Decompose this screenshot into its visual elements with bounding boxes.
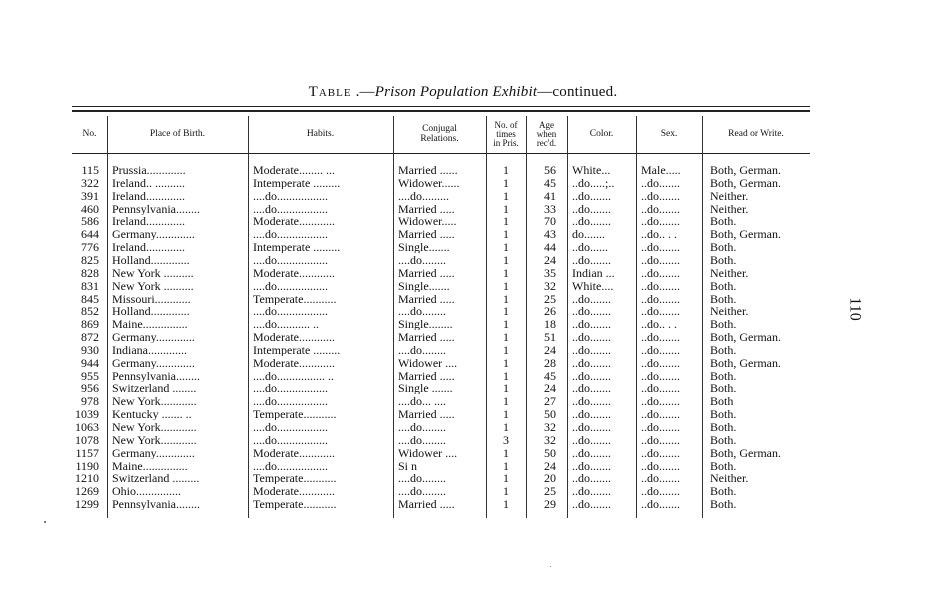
cell-birth: Ireland............. [112, 215, 185, 228]
cell-no: 956 [81, 382, 99, 395]
cell-color: ..do....... [572, 369, 611, 382]
cell-times: 1 [503, 446, 509, 459]
cell-age: 35 [544, 266, 556, 279]
header-times-line3: in Pris. [493, 138, 519, 148]
cell-birth: New York............ [112, 395, 197, 408]
cell-color: ..do....... [572, 382, 611, 395]
cell-color: White.... [572, 279, 614, 292]
cell-read: Neither. [710, 189, 749, 202]
cell-habits: ....do................. [253, 305, 328, 318]
cell-birth: Germany............. [112, 228, 195, 241]
cell-habits: Intemperate ......... [253, 241, 341, 254]
cell-conjugal: ....do........ [398, 305, 446, 318]
cell-no: 1190 [75, 459, 99, 472]
cell-birth: Ireland.. .......... [112, 176, 185, 189]
cell-birth: Pennsylvania........ [112, 202, 200, 215]
cell-no: 391 [81, 189, 99, 202]
cell-sex: ..do....... [641, 343, 680, 356]
cell-no: 825 [81, 253, 99, 266]
cell-no: 460 [81, 202, 99, 215]
cell-age: 32 [544, 421, 556, 433]
cell-age: 29 [544, 498, 556, 511]
cell-read: Both. [710, 369, 737, 382]
cell-color: ..do....... [572, 485, 611, 498]
cell-read: Both. [710, 408, 737, 421]
cell-no: 831 [81, 279, 99, 292]
cell-times: 1 [503, 331, 509, 344]
cell-color: ..do....... [572, 356, 611, 369]
cell-times: 1 [503, 421, 509, 433]
cell-no: 776 [81, 241, 99, 254]
cell-birth: Ohio............... [112, 485, 181, 498]
cell-color: ..do....... [572, 408, 611, 421]
cell-conjugal: Married ..... [398, 266, 455, 279]
cell-times: 1 [503, 318, 509, 331]
cell-read: Both. [710, 343, 737, 356]
cell-habits: Moderate............ [253, 331, 335, 344]
title-suffix: —continued. [537, 84, 618, 100]
cell-age: 45 [544, 176, 556, 189]
cell-sex: ..do....... [641, 253, 680, 266]
cell-habits: ....do................. [253, 189, 328, 202]
cell-no: 1299 [75, 498, 99, 511]
cell-no: 586 [81, 215, 99, 228]
cell-times: 1 [503, 164, 509, 176]
cell-no: 930 [81, 343, 99, 356]
cell-birth: Holland............. [112, 305, 190, 318]
cell-sex: ..do....... [641, 202, 680, 215]
cell-color: ..do....... [572, 343, 611, 356]
cell-conjugal: ....do........ [398, 421, 446, 433]
cell-conjugal: Single....... [398, 241, 450, 254]
cell-sex: ..do....... [641, 446, 680, 459]
cell-sex: ..do....... [641, 485, 680, 498]
cell-habits: Moderate............ [253, 266, 335, 279]
cell-times: 1 [503, 498, 509, 511]
cell-habits: ....do................ .. [253, 369, 334, 382]
header-color [567, 116, 636, 153]
header-age-label [537, 121, 557, 148]
cell-no: 869 [81, 318, 99, 331]
cell-age: 20 [544, 472, 556, 485]
cell-times: 1 [503, 253, 509, 266]
cell-birth: Pennsylvania........ [112, 498, 200, 511]
header-birth [107, 116, 248, 153]
cell-read: Both, German. [710, 164, 781, 176]
cell-conjugal: Married ...... [398, 164, 458, 176]
cell-age: 32 [544, 279, 556, 292]
cell-sex: ..do....... [641, 459, 680, 472]
cell-conjugal: ....do........ [398, 472, 446, 485]
table-title [0, 84, 926, 101]
cell-conjugal: Married ..... [398, 498, 455, 511]
header-read [702, 116, 810, 153]
header-read-label: Read or Write. [728, 128, 784, 139]
cell-no: 1039 [75, 408, 99, 421]
cell-birth: Ireland............. [112, 189, 185, 202]
cell-no: 322 [81, 176, 99, 189]
cell-age: 25 [544, 485, 556, 498]
header-conjugal-line1: Conjugal [422, 124, 457, 134]
cell-habits: ....do................. [253, 433, 328, 446]
cell-sex: ..do....... [641, 279, 680, 292]
cell-conjugal: Widower .... [398, 446, 458, 459]
cell-age: 70 [544, 215, 556, 228]
cell-birth: Germany............. [112, 356, 195, 369]
cell-habits: ....do................. [253, 421, 328, 433]
cell-age: 28 [544, 356, 556, 369]
cell-times: 1 [503, 266, 509, 279]
header-conjugal-line2: Relations. [420, 133, 459, 144]
cell-age: 32 [544, 433, 556, 446]
cell-sex: ..do....... [641, 292, 680, 305]
cell-conjugal: Married ..... [398, 369, 455, 382]
header-times-label [493, 121, 519, 148]
cell-no: 1157 [75, 446, 99, 459]
cell-read: Both. [710, 459, 737, 472]
cell-conjugal: Married ..... [398, 292, 455, 305]
cell-times: 1 [503, 279, 509, 292]
cell-conjugal: Married ..... [398, 331, 455, 344]
cell-color: ..do....... [572, 202, 611, 215]
cell-habits: ....do................. [253, 279, 328, 292]
cell-conjugal: Si n [398, 459, 418, 472]
cell-birth: Maine............... [112, 459, 188, 472]
cell-color: ..do....... [572, 189, 611, 202]
header-age [526, 116, 567, 153]
cell-birth: Prussia............. [112, 164, 186, 176]
cell-sex: ..do....... [641, 241, 680, 254]
cell-read: Neither. [710, 305, 749, 318]
cell-sex: ..do....... [641, 266, 680, 279]
cell-birth: New York............ [112, 421, 197, 433]
cell-read: Neither. [710, 472, 749, 485]
cell-conjugal: Single....... [398, 279, 450, 292]
cell-no: 1210 [75, 472, 99, 485]
cell-habits: Intemperate ......... [253, 343, 341, 356]
cell-no: 872 [81, 331, 99, 344]
scan-speck [44, 521, 46, 523]
cell-sex: ..do....... [641, 305, 680, 318]
cell-color: ..do....... [572, 305, 611, 318]
cell-color: ..do....... [572, 472, 611, 485]
title-dash: .— [355, 84, 375, 100]
top-rule-thin [72, 106, 810, 107]
column-divider [636, 116, 637, 518]
cell-times: 1 [503, 369, 509, 382]
cell-color: ..do....... [572, 215, 611, 228]
cell-times: 1 [503, 395, 509, 408]
cell-age: 56 [544, 164, 556, 176]
cell-sex: ..do....... [641, 176, 680, 189]
cell-sex: ..do....... [641, 421, 680, 433]
column-divider [393, 116, 394, 518]
cell-times: 1 [503, 356, 509, 369]
cell-habits: Moderate............ [253, 215, 335, 228]
cell-conjugal: ....do........ [398, 485, 446, 498]
cell-read: Both. [710, 433, 737, 446]
title-prefix: Table [308, 84, 352, 100]
header-times-line1: No. of [494, 120, 518, 130]
cell-color: ..do.....;.. [572, 176, 615, 189]
cell-conjugal: ....do......... [398, 189, 449, 202]
top-rule-thick [72, 110, 810, 112]
cell-color: ..do....... [572, 446, 611, 459]
cell-read: Neither. [710, 202, 749, 215]
scan-speck [550, 566, 551, 567]
cell-no: 1078 [75, 433, 99, 446]
cell-sex: Male..... [641, 164, 681, 176]
cell-birth: Ireland............. [112, 241, 185, 254]
cell-sex: ..do....... [641, 189, 680, 202]
cell-birth: Switzerland ......... [112, 472, 200, 485]
cell-birth: Pennsylvania........ [112, 369, 200, 382]
cell-sex: ..do....... [641, 356, 680, 369]
cell-age: 24 [544, 382, 556, 395]
column-divider [248, 116, 249, 518]
cell-times: 1 [503, 241, 509, 254]
header-times [486, 116, 526, 153]
cell-times: 1 [503, 305, 509, 318]
cell-conjugal: Married ..... [398, 202, 455, 215]
cell-color: do....... [572, 228, 605, 241]
header-age-line2: when [536, 129, 557, 139]
cell-color: ..do...... [572, 241, 608, 254]
cell-no: 944 [81, 356, 99, 369]
cell-read: Both, German. [710, 446, 781, 459]
cell-birth: Holland............. [112, 253, 190, 266]
cell-birth: Maine............... [112, 318, 188, 331]
cell-sex: ..do....... [641, 498, 680, 511]
cell-age: 24 [544, 343, 556, 356]
cell-conjugal: Widower...... [398, 176, 460, 189]
cell-birth: New York............ [112, 433, 197, 446]
cell-read: Both. [710, 215, 737, 228]
cell-color: ..do....... [572, 433, 611, 446]
cell-read: Both. [710, 241, 737, 254]
cell-conjugal: ....do........ [398, 253, 446, 266]
cell-read: Both, German. [710, 228, 781, 241]
header-conjugal-label [420, 125, 458, 144]
cell-birth: Germany............. [112, 446, 195, 459]
cell-no: 115 [81, 164, 99, 176]
cell-age: 26 [544, 305, 556, 318]
cell-habits: Intemperate ......... [253, 176, 341, 189]
cell-no: 852 [81, 305, 99, 318]
cell-read: Both, German. [710, 356, 781, 369]
cell-age: 50 [544, 446, 556, 459]
cell-color: White... [572, 164, 611, 176]
header-age-line3: rec'd. [536, 138, 557, 148]
cell-conjugal: Married ..... [398, 408, 455, 421]
cell-age: 51 [544, 331, 556, 344]
cell-conjugal: ....do........ [398, 433, 446, 446]
cell-read: Both. [710, 485, 737, 498]
cell-read: Both. [710, 292, 737, 305]
cell-conjugal: ....do... .... [398, 395, 446, 408]
header-conjugal [393, 116, 486, 153]
cell-age: 41 [544, 189, 556, 202]
header-no-label: No. [82, 128, 97, 139]
cell-habits: Moderate............ [253, 356, 335, 369]
cell-times: 1 [503, 189, 509, 202]
header-habits-label: Habits. [306, 128, 335, 139]
cell-habits: Moderate........ ... [253, 164, 335, 176]
cell-habits: ....do................. [253, 228, 328, 241]
column-divider [567, 116, 568, 518]
cell-read: Both. [710, 382, 737, 395]
cell-times: 1 [503, 215, 509, 228]
cell-times: 1 [503, 202, 509, 215]
cell-no: 828 [81, 266, 99, 279]
cell-age: 24 [544, 459, 556, 472]
cell-no: 845 [81, 292, 99, 305]
cell-sex: ..do....... [641, 408, 680, 421]
cell-conjugal: Widower .... [398, 356, 458, 369]
cell-read: Both [710, 395, 734, 408]
header-times-line2: times [496, 129, 516, 139]
cell-birth: Switzerland ........ [112, 382, 197, 395]
cell-read: Both. [710, 498, 737, 511]
cell-read: Both. [710, 253, 737, 266]
cell-age: 50 [544, 408, 556, 421]
cell-habits: ....do........... .. [253, 318, 319, 331]
cell-color: ..do....... [572, 253, 611, 266]
column-divider [107, 116, 108, 518]
cell-times: 3 [503, 433, 509, 446]
cell-color: ..do....... [572, 331, 611, 344]
cell-birth: Missouri............ [112, 292, 191, 305]
cell-times: 1 [503, 382, 509, 395]
cell-birth: New York .......... [112, 279, 194, 292]
cell-sex: ..do....... [641, 472, 680, 485]
cell-color: ..do....... [572, 395, 611, 408]
cell-times: 1 [503, 485, 509, 498]
cell-no: 955 [81, 369, 99, 382]
header-no [72, 116, 107, 153]
cell-habits: Temperate........... [253, 498, 337, 511]
cell-habits: ....do................. [253, 382, 328, 395]
cell-color: ..do....... [572, 421, 611, 433]
cell-read: Both. [710, 279, 737, 292]
cell-no: 1063 [75, 421, 99, 433]
cell-habits: ....do................. [253, 395, 328, 408]
cell-conjugal: Single ....... [398, 382, 453, 395]
cell-read: Both, German. [710, 331, 781, 344]
cell-color: ..do....... [572, 498, 611, 511]
cell-sex: ..do....... [641, 382, 680, 395]
cell-times: 1 [503, 292, 509, 305]
cell-age: 24 [544, 253, 556, 266]
cell-age: 43 [544, 228, 556, 241]
cell-age: 25 [544, 292, 556, 305]
cell-color: ..do....... [572, 459, 611, 472]
cell-read: Both. [710, 318, 737, 331]
cell-habits: ....do................. [253, 253, 328, 266]
cell-read: Neither. [710, 266, 749, 279]
cell-birth: Indiana............. [112, 343, 187, 356]
cell-conjugal: Single........ [398, 318, 453, 331]
cell-habits: Moderate............ [253, 485, 335, 498]
cell-times: 1 [503, 176, 509, 189]
cell-read: Both, German. [710, 176, 781, 189]
cell-birth: New York .......... [112, 266, 194, 279]
header-rule [72, 153, 810, 154]
header-birth-label: Place of Birth. [149, 128, 206, 139]
cell-age: 27 [544, 395, 556, 408]
cell-times: 1 [503, 343, 509, 356]
header-sex [636, 116, 702, 153]
cell-color: Indian ... [572, 266, 615, 279]
cell-sex: ..do....... [641, 369, 680, 382]
cell-read: Both. [710, 421, 737, 433]
cell-habits: ....do................. [253, 459, 328, 472]
cell-no: 1269 [75, 485, 99, 498]
cell-times: 1 [503, 459, 509, 472]
cell-age: 33 [544, 202, 556, 215]
cell-sex: ..do.. . . [641, 318, 677, 331]
cell-color: ..do....... [572, 292, 611, 305]
cell-sex: ..do....... [641, 395, 680, 408]
cell-age: 44 [544, 241, 556, 254]
cell-birth: Kentucky ....... .. [112, 408, 192, 421]
cell-conjugal: ....do........ [398, 343, 446, 356]
cell-color: ..do....... [572, 318, 611, 331]
cell-times: 1 [503, 408, 509, 421]
header-color-label: Color. [589, 128, 614, 139]
cell-birth: Germany............. [112, 331, 195, 344]
page-number: 110 [846, 297, 864, 321]
cell-conjugal: Widower..... [398, 215, 457, 228]
cell-habits: Temperate........... [253, 408, 337, 421]
cell-sex: ..do.. . . [641, 228, 677, 241]
cell-sex: ..do....... [641, 433, 680, 446]
column-divider [702, 116, 703, 518]
cell-age: 18 [544, 318, 556, 331]
header-habits [248, 116, 393, 153]
cell-times: 1 [503, 228, 509, 241]
title-italic: Prison Population Exhibit [374, 84, 538, 100]
header-sex-label: Sex. [660, 128, 678, 139]
cell-no: 978 [81, 395, 99, 408]
cell-habits: Temperate........... [253, 292, 337, 305]
cell-habits: ....do................. [253, 202, 328, 215]
cell-sex: ..do....... [641, 331, 680, 344]
cell-age: 45 [544, 369, 556, 382]
cell-no: 644 [81, 228, 99, 241]
cell-conjugal: Married ..... [398, 228, 455, 241]
header-age-line1: Age [539, 120, 554, 130]
cell-habits: Temperate........... [253, 472, 337, 485]
cell-habits: Moderate............ [253, 446, 335, 459]
cell-sex: ..do....... [641, 215, 680, 228]
cell-times: 1 [503, 472, 509, 485]
